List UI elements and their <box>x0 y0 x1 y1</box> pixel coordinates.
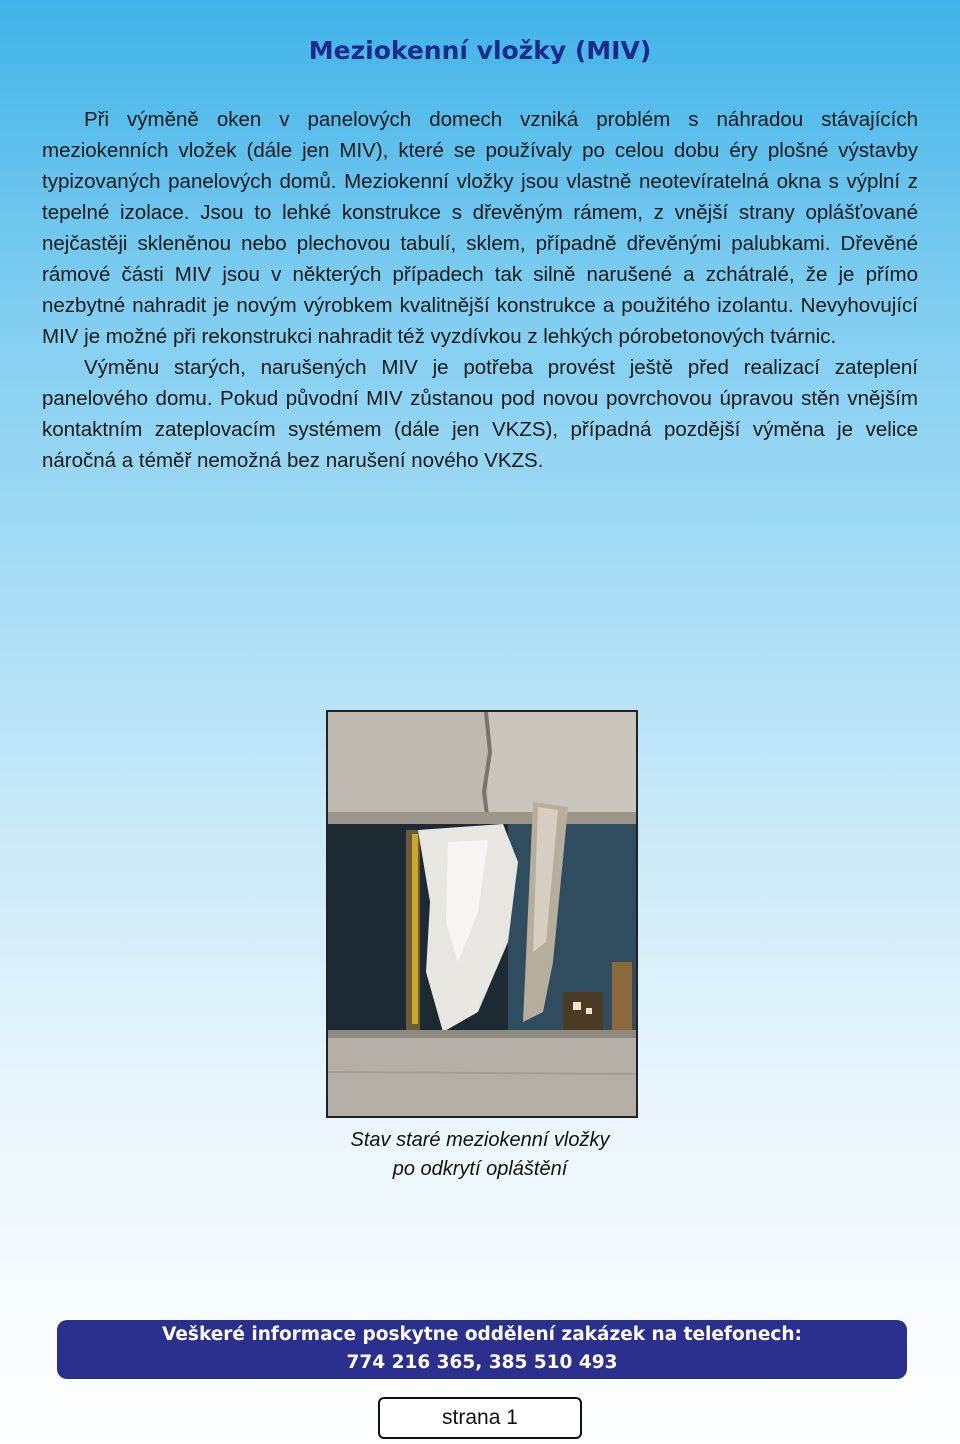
caption-line: Stav staré meziokenní vložky <box>350 1129 610 1151</box>
contact-info-text: Veškeré informace poskytne oddělení zakázek na telefonech: <box>162 1324 802 1345</box>
caption-line: po odkrytí opláštění <box>392 1158 568 1180</box>
contact-info-bar <box>57 1320 907 1379</box>
photo-damaged-window-insert <box>326 710 638 1118</box>
paragraph: Při výměně oken v panelových domech vzniká problém s náhradou stávajících meziokenních vložek (dále jen MIV), které se používaly po celou dobu éry plošné výstavby typizovaných panelových domů. Meziokenní vložky jsou vlastně neotevíratelná okna s výplní z tepelné izolace. Jsou to lehké konstrukce s dřevěným rámem, z vnější strany oplášťované nejčastěji skleněnou nebo plechovou tabulí, sklem, případně dřevěnými palubkami. Dřevěné rámové části MIV jsou v některých případech tak silně narušené a zchátralé, že je přímo nezbytné nahradit je novým výrobkem kvalitnější konstrukce a použitého izolantu. Nevyhovující MIV je možné při rekonstrukci nahradit též vyzdívkou z lehkých pórobetonových tvárnic. <box>42 108 918 348</box>
paragraph: Výměnu starých, narušených MIV je potřeba provést ještě před realizací zateplení panelového domu. Pokud původní MIV zůstanou pod novou povrchovou úpravou stěn vnějším kontaktním zateplovacím systémem (dále jen VKZS), případná pozdější výměna je velice náročná a téměř nemožná bez narušení nového VKZS. <box>42 356 918 472</box>
body-text <box>42 104 918 476</box>
photo-caption <box>0 1126 960 1184</box>
page-title: Meziokenní vložky (MIV) <box>308 36 652 65</box>
page-number: strana 1 <box>378 1397 582 1439</box>
contact-phone-numbers: 774 216 365, 385 510 493 <box>346 1352 618 1373</box>
